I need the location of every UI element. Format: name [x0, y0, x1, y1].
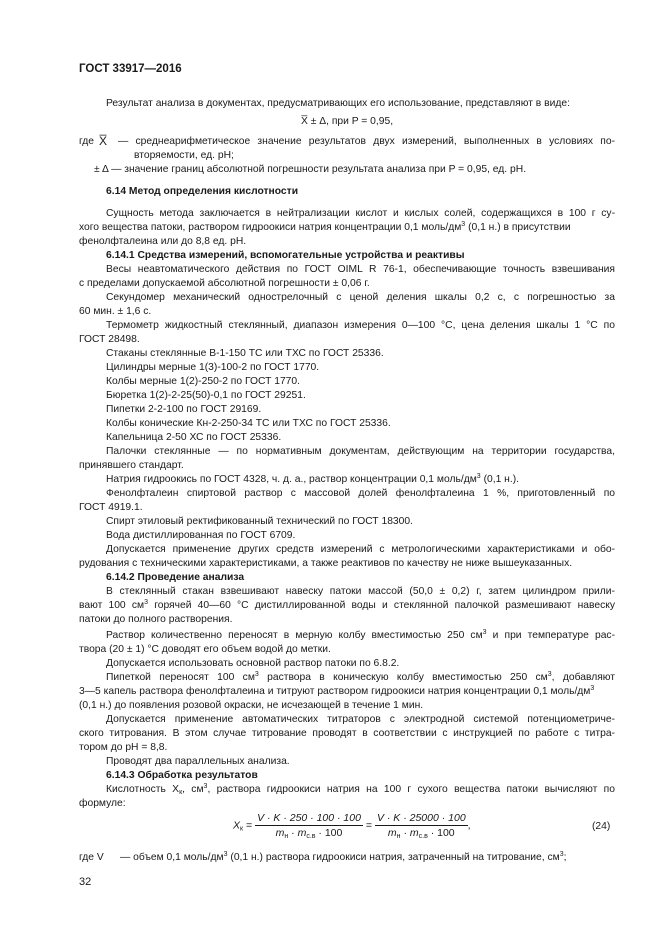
delta-def: ± Δ — значение границ абсолютной погрешности результата анализа при P = 0,95, ед. pH. [94, 164, 527, 175]
page-number: 32 [79, 876, 92, 888]
result-line: Результат анализа в документах, предусматривающих его использование, представляют в виде: [106, 98, 570, 109]
paragraph-line: фенолфталеина или до 8,8 ед. pH. [79, 236, 247, 247]
paragraph-line: Весы неавтоматического действия по ГОСТ OIML R 76-1, обеспечивающие точность взвешивания [106, 264, 615, 275]
section-title-6-14-2: 6.14.2 Проведение анализа [106, 572, 245, 583]
paragraph-line: ского титрования. В этом случае титрование проводят в соответствии с инструкцией по работе с титра- [79, 728, 615, 739]
paragraph-line: Цилиндры мерные 1(3)-100-2 по ГОСТ 1770. [106, 362, 320, 373]
paragraph-line: с пределами допускаемой абсолютной погрешности ± 0,06 г. [79, 278, 370, 289]
paragraph-line: патоки до полного растворения. [79, 614, 233, 625]
paragraph-line: вают 100 $см^3$ горячей 40—60 °С дистиллированной воды и стеклянной палочкой размешивают навеску [79, 599, 615, 611]
paragraph-line: Секундомер механический однострелочный с ценой деления шкалы 0,2 с, с погрешностью за [106, 292, 615, 303]
paragraph-line: Капельница 2-50 ХС по ГОСТ 25336. [106, 432, 282, 443]
paragraph-line: тором до pH = 8,8. [79, 742, 168, 753]
paragraph-line: Спирт этиловый ректификованный технический по ГОСТ 18300. [106, 516, 413, 527]
paragraph-line: Пипетки 2-2-100 по ГОСТ 29169. [106, 404, 262, 415]
paragraph-line: Допускается применение автоматических титраторов с электродной системой потенциометриче- [106, 714, 615, 725]
where-v-definition: — объем 0,1 моль/$дм^3$ (0,1 н.) раствора гидроокиси натрия, затраченный на титрование, $см^3$; [120, 851, 567, 863]
main-formula: X̅ ± Δ, при P = 0,95, [301, 116, 394, 127]
paragraph-line: Натрия гидроокись по ГОСТ 4328, ч. д. а., раствор концентрации 0,1 моль/$дм^3$ (0,1 н.). [106, 473, 520, 485]
paragraph-line: рудования с техническими характеристиками, а также реактивов по качеству не ниже вышеуказанных. [79, 558, 573, 569]
paragraph-line: формуле: [79, 798, 126, 809]
paragraph-line: хого вещества патоки, раствором гидроокиси натрия концентрации 0,1 моль/$дм^3$ (0,1 н.) в присутствии [79, 221, 571, 233]
paragraph-line: Колбы мерные 1(2)-250-2 по ГОСТ 1770. [106, 376, 300, 387]
paragraph-line: 60 мин. ± 1,6 с. [79, 306, 152, 317]
fraction-1: $\frac{V \cdot K \cdot 250 \cdot 100 \cdot 100}{m_н \cdot m_{с.в} \cdot 100}$ [257, 812, 361, 840]
fraction-2: $\frac{V \cdot K \cdot 25000 \cdot 100}{m_н \cdot m_{с.в} \cdot 100}$ [376, 812, 466, 840]
paragraph-line: твора (20 ± 1) °С доводят его объем водой до метки. [79, 644, 331, 655]
paragraph-line: Раствор количественно переносят в мерную колбу вместимостью 250 $см^3$ и при температуре рас- [106, 629, 615, 641]
paragraph-line: Сущность метода заключается в нейтрализации кислот и кислых солей, содержащихся в 100 г су- [106, 208, 615, 219]
paragraph-line: ГОСТ 28498. [79, 334, 140, 345]
paragraph-line: Фенолфталеин спиртовой раствор с массовой долей фенолфталеина 1 %, приготовленный по [106, 488, 615, 499]
paragraph-line: Колбы конические Кн-2-250-34 ТС или ТХС по ГОСТ 25336. [106, 418, 391, 429]
paragraph-line: В стеклянный стакан взвешивают навеску патоки массой (50,0 ± 0,2) г, затем цилиндром прили- [106, 586, 615, 597]
paragraph-line: ГОСТ 4919.1. [79, 502, 143, 513]
section-title-6-14: 6.14 Метод определения кислотности [106, 186, 299, 197]
paragraph-line: Допускается применение других средств измерений с метрологическими характеристиками и обо- [106, 544, 615, 555]
acidity-formula: $X_к$ = $\frac{V \cdot K \cdot 250 \cdot 100 \cdot 100}{m_н \cdot m_{с.в} \cdot 100}$ = $\frac{V \cdot K \cdot 25000 \cdot 100}{m_н \cdot m_{с.в} \cdot 100}$ , [233, 812, 471, 840]
where-label: где [79, 136, 95, 147]
where-symbol: X̅ [99, 134, 108, 148]
paragraph-line: Вода дистиллированная по ГОСТ 6709. [106, 530, 296, 541]
paragraph-line: Кислотность $X_к$, $см^3$, раствора гидроокиси натрия на 100 г сухого вещества патоки вычисляют по [106, 783, 615, 796]
paragraph-line: Пипеткой переносят 100 $см^3$ раствора в коническую колбу вместимостью 250 $см^3$, добавляют [106, 671, 616, 683]
paragraph-line: Проводят два параллельных анализа. [106, 756, 290, 767]
paragraph-line: принявшего стандарт. [79, 460, 184, 471]
section-title-6-14-3: 6.14.3 Обработка результатов [106, 770, 258, 781]
document-header: ГОСТ 33917—2016 [79, 63, 182, 75]
where-def-1: — среднеарифметическое значение результатов двух измерений, выполненных в условиях по- [118, 136, 615, 147]
formula-number: (24) [592, 821, 611, 832]
where-v-label: где V [79, 852, 104, 863]
paragraph-line: (0,1 н.) до появления розовой окраски, не исчезающей в течение 1 мин. [79, 700, 424, 711]
paragraph-line: Термометр жидкостный стеклянный, диапазон измерения 0—100 °С, цена деления шкалы 1 °С по [106, 320, 615, 331]
section-title-6-14-1: 6.14.1 Средства измерений, вспомогательные устройства и реактивы [106, 250, 465, 261]
paragraph-line: Стаканы стеклянные В-1-150 ТС или ТХС по ГОСТ 25336. [106, 348, 384, 359]
paragraph-line: Допускается использовать основной раствор патоки по 6.8.2. [106, 658, 400, 669]
paragraph-line: Палочки стеклянные — по нормативным документам, действующим на территории государства, [106, 446, 615, 457]
paragraph-line: Бюретка 1(2)-2-25(50)-0,1 по ГОСТ 29251. [106, 390, 306, 401]
where-def-2: вторяемости, ед. pH; [134, 150, 234, 161]
paragraph-line: 3—5 капель раствора фенолфталеина и титруют раствором гидроокиси натрия концентрации 0,1 моль/$дм^3$ [79, 685, 595, 697]
